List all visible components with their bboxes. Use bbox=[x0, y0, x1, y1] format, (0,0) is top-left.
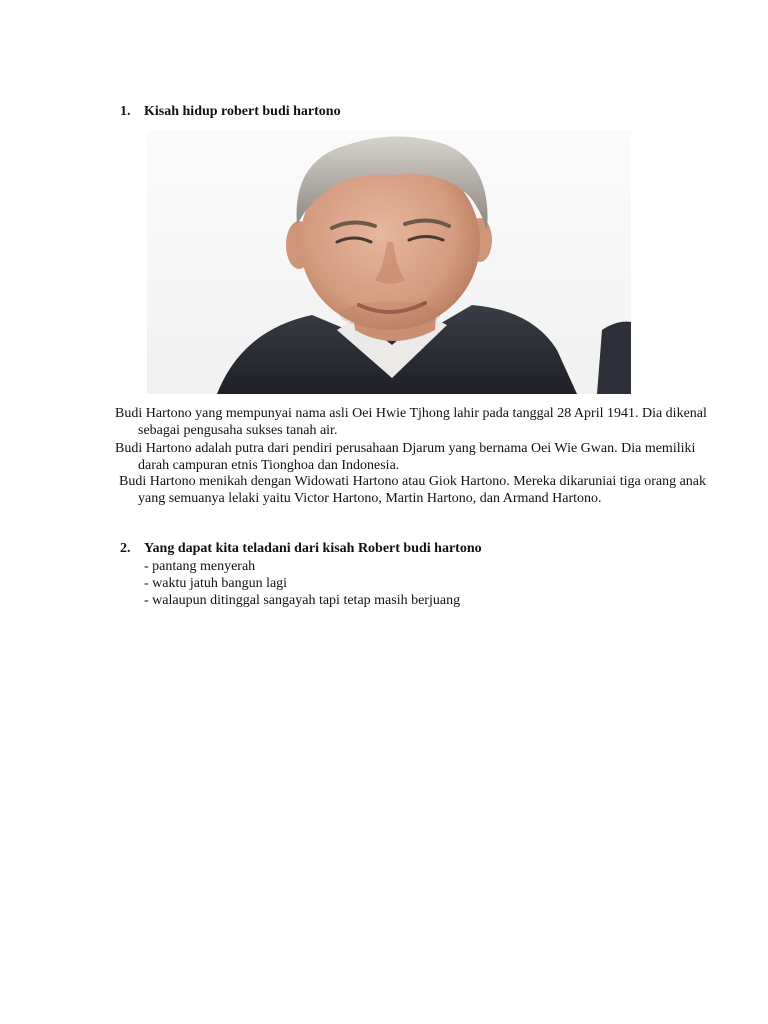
section-1-title: Kisah hidup robert budi hartono bbox=[144, 104, 341, 119]
list-item: - walaupun ditinggal sangayah tapi tetap masih berjuang bbox=[144, 593, 461, 608]
section-2-title: Yang dapat kita teladani dari kisah Robert budi hartono bbox=[144, 541, 482, 556]
biography-paragraph: Budi Hartono menikah dengan Widowati Hartono atau Giok Hartono. Mereka dikaruniai tiga orang anak yang semuanya lelaki yaitu Victor Hartono, Martin Hartono, dan Armand Hartono. bbox=[119, 474, 707, 506]
section-1-heading bbox=[120, 104, 341, 120]
lessons-list bbox=[144, 558, 460, 609]
portrait-photo bbox=[147, 130, 631, 394]
section-1-number: 1. bbox=[120, 104, 131, 119]
list-item: - waktu jatuh bangun lagi bbox=[144, 576, 288, 591]
biography-paragraph: Budi Hartono adalah putra dari pendiri perusahaan Djarum yang bernama Oei Wie Gwan. Dia memiliki darah campuran etnis Tionghoa dan Indonesia. bbox=[115, 441, 696, 473]
section-2-heading bbox=[120, 541, 482, 557]
biography-paragraph: Budi Hartono yang mempunyai nama asli Oei Hwie Tjhong lahir pada tanggal 28 April 1941. Dia dikenal sebagai pengusaha sukses tanah air. bbox=[115, 406, 707, 438]
list-item: - pantang menyerah bbox=[144, 559, 256, 574]
section-2-number: 2. bbox=[120, 541, 131, 556]
